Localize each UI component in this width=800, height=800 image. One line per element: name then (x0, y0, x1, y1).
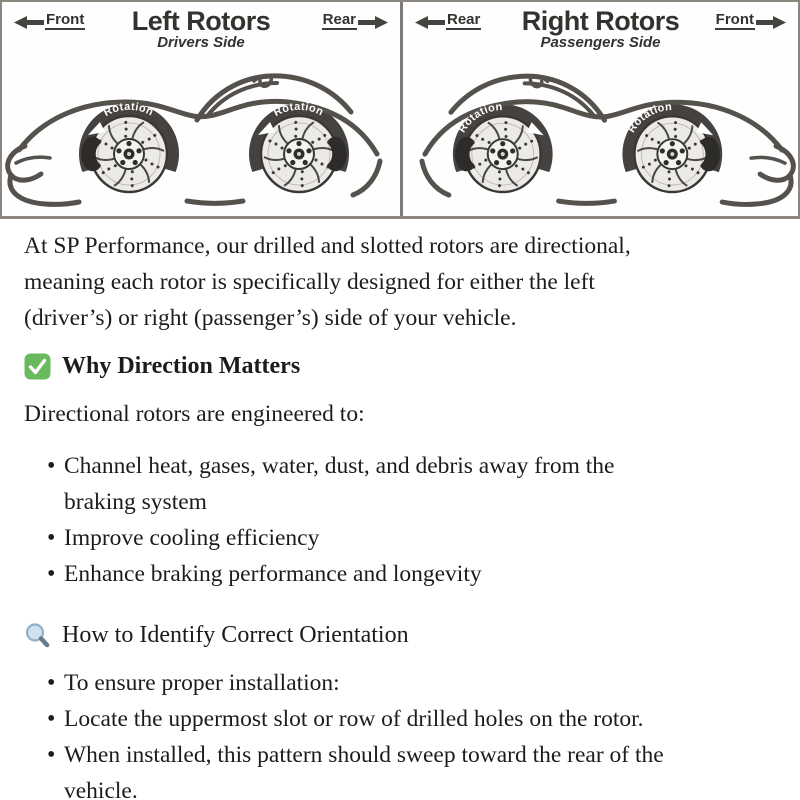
panel-header (12, 7, 390, 53)
panel-title: Left Rotors (131, 6, 271, 36)
rotor-direction-diagram (0, 0, 800, 219)
arrow-right-icon (358, 16, 388, 29)
orientation-list (24, 665, 774, 800)
intro-line: (driver’s) or right (passenger’s) side of your vehicle. (24, 305, 517, 331)
list-item (24, 701, 774, 737)
panel-title: Right Rotors (521, 6, 680, 36)
list-item-line: • Improve cooling efficiency (64, 525, 320, 551)
car-right-side-illustration (403, 62, 798, 214)
list-item-line: • When installed, this pattern should sweep toward the rear of the (64, 742, 664, 768)
rear-direction-indicator (322, 11, 388, 30)
benefits-list (24, 448, 774, 592)
intro-line: meaning each rotor is specifically designed for either the left (24, 269, 595, 295)
arrow-right-icon (756, 16, 786, 29)
rotation-label: Rotation (456, 100, 504, 135)
panel-header (413, 7, 788, 53)
rotation-label: Rotation (101, 100, 156, 120)
rotation-label: Rotation (625, 100, 673, 135)
magnifying-glass-icon (24, 622, 51, 649)
panel-subtitle: Passengers Side (540, 34, 661, 51)
section-title: How to Identify Correct Orientation (62, 622, 409, 648)
list-item-line: • To ensure proper installation: (64, 670, 340, 696)
intro-paragraph (24, 228, 774, 336)
list-item-line: vehicle. (64, 778, 138, 800)
list-item (24, 665, 774, 701)
intro-line: At SP Performance, our drilled and slotted rotors are directional, (24, 233, 631, 259)
list-item (24, 737, 774, 800)
list-item-line: • Locate the uppermost slot or row of drilled holes on the rotor. (64, 706, 644, 732)
direction-label: Front (715, 11, 754, 28)
magnifier-handle (41, 639, 47, 646)
check-mark-button-icon (24, 353, 51, 380)
section-heading-why-direction-matters (24, 348, 774, 385)
section-heading-identify-orientation (24, 617, 774, 654)
list-item (24, 520, 774, 556)
direction-label: Rear (447, 11, 481, 28)
list-item (24, 556, 774, 592)
direction-label: Front (46, 11, 85, 28)
front-direction-indicator (715, 11, 786, 30)
car-left-side-illustration (2, 62, 400, 214)
left-rotors-panel (2, 2, 400, 216)
article-body (0, 228, 800, 800)
panel-subtitle: Drivers Side (157, 34, 245, 51)
list-item-line: braking system (64, 489, 207, 515)
list-item-line: • Channel heat, gases, water, dust, and debris away from the (64, 453, 615, 479)
right-rotors-panel (400, 2, 798, 216)
direction-label: Rear (322, 11, 356, 28)
spacer (24, 604, 774, 617)
list-item-line: • Enhance braking performance and longevity (64, 561, 482, 587)
rotation-label: Rotation (271, 100, 326, 120)
list-item (24, 448, 774, 520)
section-lead: Directional rotors are engineered to: (24, 401, 365, 427)
section-title: Why Direction Matters (62, 353, 301, 379)
check-square (25, 354, 51, 380)
